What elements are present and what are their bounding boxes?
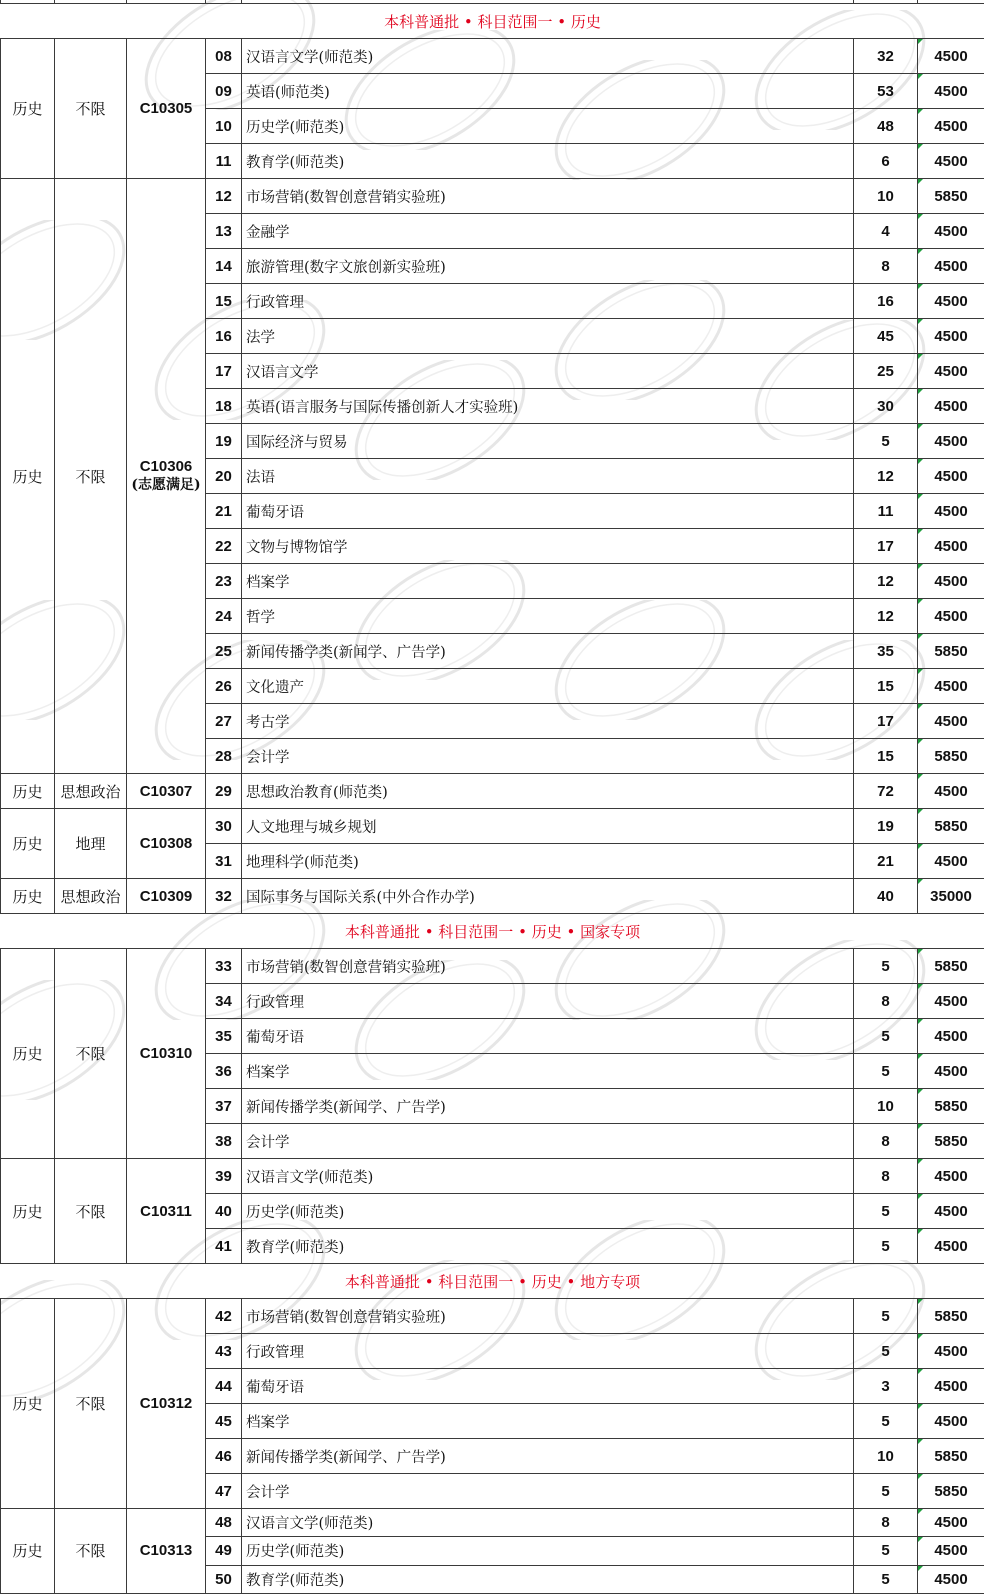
major-name: 行政管理	[242, 284, 854, 319]
major-name: 档案学	[242, 564, 854, 599]
major-number: 45	[206, 1404, 242, 1439]
section-title: 本科普通批 • 科目范围一 • 历史 • 国家专项	[1, 914, 984, 949]
first-subject-cell: 历史	[1, 1159, 55, 1264]
plan-count: 6	[854, 144, 918, 179]
plan-count: 35	[854, 634, 918, 669]
tuition-fee: 5850	[918, 1299, 984, 1334]
elective-subject-cell: 不限	[55, 1159, 127, 1264]
major-name: 档案学	[242, 1054, 854, 1089]
group-code-cell	[127, 179, 206, 774]
plan-count: 5	[854, 424, 918, 459]
tuition-fee: 4500	[918, 1194, 984, 1229]
elective-subject-cell: 思想政治	[55, 774, 127, 809]
major-name: 考古学	[242, 704, 854, 739]
plan-count: 10	[854, 1089, 918, 1124]
plan-count: 8	[854, 984, 918, 1019]
major-number: 35	[206, 1019, 242, 1054]
tuition-fee: 4500	[918, 144, 984, 179]
plan-count: 5	[854, 1299, 918, 1334]
major-number: 28	[206, 739, 242, 774]
group-code: C10312	[140, 1395, 193, 1412]
group-code-cell	[127, 809, 206, 879]
major-number: 44	[206, 1369, 242, 1404]
section-header-row	[1, 4, 984, 39]
major-number: 09	[206, 74, 242, 109]
plan-count: 8	[854, 1509, 918, 1537]
plan-count: 30	[854, 389, 918, 424]
table-row	[1, 1509, 984, 1537]
plan-count: 12	[854, 599, 918, 634]
section-header-row	[1, 1264, 984, 1299]
major-number: 40	[206, 1194, 242, 1229]
major-number: 27	[206, 704, 242, 739]
major-number: 23	[206, 564, 242, 599]
tuition-fee: 4500	[918, 1404, 984, 1439]
plan-count: 15	[854, 739, 918, 774]
table-row	[1, 39, 984, 74]
group-code-cell	[127, 1159, 206, 1264]
tuition-fee: 4500	[918, 284, 984, 319]
tuition-fee: 4500	[918, 1509, 984, 1537]
group-code: C10307	[140, 783, 193, 800]
major-name: 英语(师范类)	[242, 74, 854, 109]
tuition-fee: 4500	[918, 249, 984, 284]
major-name: 会计学	[242, 1474, 854, 1509]
plan-count: 15	[854, 669, 918, 704]
plan-count: 5	[854, 1194, 918, 1229]
major-number: 16	[206, 319, 242, 354]
group-code: C10311	[140, 1203, 192, 1220]
tuition-fee: 5850	[918, 1474, 984, 1509]
group-code: C10306	[140, 458, 193, 475]
first-subject-cell: 历史	[1, 879, 55, 914]
tuition-fee: 4500	[918, 1334, 984, 1369]
tuition-fee: 5850	[918, 1124, 984, 1159]
tuition-fee: 4500	[918, 1565, 984, 1593]
group-code-cell	[127, 879, 206, 914]
plan-count: 21	[854, 844, 918, 879]
plan-count: 53	[854, 74, 918, 109]
major-name: 汉语言文学	[242, 354, 854, 389]
tuition-fee: 4500	[918, 1019, 984, 1054]
group-code: C10308	[140, 835, 193, 852]
group-code-cell	[127, 1299, 206, 1509]
group-code-cell	[127, 949, 206, 1159]
major-number: 18	[206, 389, 242, 424]
major-name: 英语(语言服务与国际传播创新人才实验班)	[242, 389, 854, 424]
major-name: 汉语言文学(师范类)	[242, 1509, 854, 1537]
tuition-fee: 4500	[918, 1369, 984, 1404]
tuition-fee: 4500	[918, 459, 984, 494]
tuition-fee: 5850	[918, 1089, 984, 1124]
major-number: 34	[206, 984, 242, 1019]
major-number: 30	[206, 809, 242, 844]
major-number: 25	[206, 634, 242, 669]
major-number: 33	[206, 949, 242, 984]
tuition-fee: 5850	[918, 179, 984, 214]
tuition-fee: 4500	[918, 424, 984, 459]
plan-count: 25	[854, 354, 918, 389]
plan-count: 10	[854, 1439, 918, 1474]
major-name: 法语	[242, 459, 854, 494]
plan-count: 5	[854, 1334, 918, 1369]
major-name: 市场营销(数智创意营销实验班)	[242, 1299, 854, 1334]
group-code-note: (志愿满足)	[127, 476, 205, 495]
tuition-fee: 4500	[918, 984, 984, 1019]
table-row	[1, 1159, 984, 1194]
major-number: 08	[206, 39, 242, 74]
plan-count: 4	[854, 214, 918, 249]
tuition-fee: 4500	[918, 354, 984, 389]
first-subject-cell: 历史	[1, 774, 55, 809]
first-subject-cell: 历史	[1, 949, 55, 1159]
elective-subject-cell: 地理	[55, 809, 127, 879]
major-name: 葡萄牙语	[242, 1369, 854, 1404]
plan-count: 5	[854, 1229, 918, 1264]
major-number: 50	[206, 1565, 242, 1593]
tuition-fee: 5850	[918, 1439, 984, 1474]
plan-count: 12	[854, 564, 918, 599]
major-number: 43	[206, 1334, 242, 1369]
major-number: 47	[206, 1474, 242, 1509]
major-number: 46	[206, 1439, 242, 1474]
elective-subject-cell: 不限	[55, 949, 127, 1159]
major-name: 金融学	[242, 214, 854, 249]
table-row	[1, 949, 984, 984]
plan-count: 5	[854, 1404, 918, 1439]
major-number: 22	[206, 529, 242, 564]
table-row	[1, 879, 984, 914]
plan-count: 8	[854, 249, 918, 284]
major-number: 49	[206, 1537, 242, 1565]
major-number: 20	[206, 459, 242, 494]
major-name: 汉语言文学(师范类)	[242, 1159, 854, 1194]
major-name: 新闻传播学类(新闻学、广告学)	[242, 1439, 854, 1474]
major-name: 文物与博物馆学	[242, 529, 854, 564]
plan-count: 5	[854, 949, 918, 984]
table-row	[1, 1299, 984, 1334]
major-number: 38	[206, 1124, 242, 1159]
group-code: C10313	[140, 1542, 193, 1559]
first-subject-cell: 历史	[1, 39, 55, 179]
tuition-fee: 4500	[918, 39, 984, 74]
tuition-fee: 4500	[918, 844, 984, 879]
major-name: 国际经济与贸易	[242, 424, 854, 459]
major-name: 档案学	[242, 1404, 854, 1439]
section-title: 本科普通批 • 科目范围一 • 历史	[1, 4, 984, 39]
major-name: 行政管理	[242, 1334, 854, 1369]
plan-count: 40	[854, 879, 918, 914]
major-number: 19	[206, 424, 242, 459]
plan-count: 12	[854, 459, 918, 494]
major-name: 会计学	[242, 1124, 854, 1159]
group-code-cell	[127, 1509, 206, 1594]
major-number: 31	[206, 844, 242, 879]
elective-subject-cell: 思想政治	[55, 879, 127, 914]
plan-count: 19	[854, 809, 918, 844]
tuition-fee: 4500	[918, 669, 984, 704]
tuition-fee: 4500	[918, 319, 984, 354]
plan-count: 45	[854, 319, 918, 354]
elective-subject-cell: 不限	[55, 1299, 127, 1509]
tuition-fee: 5850	[918, 634, 984, 669]
plan-count: 32	[854, 39, 918, 74]
major-number: 26	[206, 669, 242, 704]
major-number: 42	[206, 1299, 242, 1334]
group-code-cell	[127, 774, 206, 809]
tuition-fee: 4500	[918, 1054, 984, 1089]
tuition-fee: 4500	[918, 599, 984, 634]
plan-count: 72	[854, 774, 918, 809]
first-subject-cell: 历史	[1, 179, 55, 774]
major-name: 国际事务与国际关系(中外合作办学)	[242, 879, 854, 914]
tuition-fee: 4500	[918, 1537, 984, 1565]
plan-count: 5	[854, 1537, 918, 1565]
plan-count: 5	[854, 1474, 918, 1509]
first-subject-cell: 历史	[1, 1299, 55, 1509]
major-name: 葡萄牙语	[242, 1019, 854, 1054]
first-subject-cell: 历史	[1, 809, 55, 879]
tuition-fee: 4500	[918, 109, 984, 144]
table-row	[1, 774, 984, 809]
major-name: 新闻传播学类(新闻学、广告学)	[242, 1089, 854, 1124]
major-number: 48	[206, 1509, 242, 1537]
tuition-fee: 4500	[918, 389, 984, 424]
major-number: 15	[206, 284, 242, 319]
major-name: 人文地理与城乡规划	[242, 809, 854, 844]
plan-count: 10	[854, 179, 918, 214]
major-name: 思想政治教育(师范类)	[242, 774, 854, 809]
group-code: C10310	[140, 1045, 193, 1062]
major-number: 41	[206, 1229, 242, 1264]
tuition-fee: 4500	[918, 494, 984, 529]
first-subject-cell: 历史	[1, 1509, 55, 1594]
major-number: 13	[206, 214, 242, 249]
major-number: 21	[206, 494, 242, 529]
major-name: 葡萄牙语	[242, 494, 854, 529]
group-code: C10309	[140, 888, 193, 905]
tuition-fee: 4500	[918, 704, 984, 739]
tuition-fee: 4500	[918, 564, 984, 599]
major-name: 地理科学(师范类)	[242, 844, 854, 879]
tuition-fee: 5850	[918, 809, 984, 844]
plan-count: 5	[854, 1019, 918, 1054]
tuition-fee: 4500	[918, 1229, 984, 1264]
tuition-fee: 4500	[918, 74, 984, 109]
major-name: 教育学(师范类)	[242, 144, 854, 179]
major-name: 历史学(师范类)	[242, 1194, 854, 1229]
plan-count: 5	[854, 1054, 918, 1089]
section-header-row	[1, 914, 984, 949]
major-name: 市场营销(数智创意营销实验班)	[242, 949, 854, 984]
major-number: 12	[206, 179, 242, 214]
major-name: 行政管理	[242, 984, 854, 1019]
tuition-fee: 5850	[918, 949, 984, 984]
major-number: 37	[206, 1089, 242, 1124]
major-name: 哲学	[242, 599, 854, 634]
major-name: 会计学	[242, 739, 854, 774]
plan-count: 3	[854, 1369, 918, 1404]
tuition-fee: 4500	[918, 214, 984, 249]
plan-count: 5	[854, 1565, 918, 1593]
group-code-cell	[127, 39, 206, 179]
table-row	[1, 179, 984, 214]
major-number: 11	[206, 144, 242, 179]
plan-count: 8	[854, 1124, 918, 1159]
elective-subject-cell: 不限	[55, 39, 127, 179]
plan-count: 11	[854, 494, 918, 529]
major-name: 汉语言文学(师范类)	[242, 39, 854, 74]
major-name: 教育学(师范类)	[242, 1229, 854, 1264]
major-number: 10	[206, 109, 242, 144]
plan-count: 17	[854, 529, 918, 564]
major-name: 新闻传播学类(新闻学、广告学)	[242, 634, 854, 669]
tuition-fee: 5850	[918, 739, 984, 774]
major-number: 36	[206, 1054, 242, 1089]
major-name: 历史学(师范类)	[242, 109, 854, 144]
tuition-fee: 35000	[918, 879, 984, 914]
major-number: 14	[206, 249, 242, 284]
major-number: 39	[206, 1159, 242, 1194]
plan-count: 16	[854, 284, 918, 319]
tuition-fee: 4500	[918, 1159, 984, 1194]
plan-count: 8	[854, 1159, 918, 1194]
major-name: 文化遗产	[242, 669, 854, 704]
major-name: 法学	[242, 319, 854, 354]
major-name: 教育学(师范类)	[242, 1565, 854, 1593]
plan-count: 17	[854, 704, 918, 739]
major-name: 历史学(师范类)	[242, 1537, 854, 1565]
major-number: 24	[206, 599, 242, 634]
major-number: 29	[206, 774, 242, 809]
elective-subject-cell: 不限	[55, 1509, 127, 1594]
major-number: 32	[206, 879, 242, 914]
plan-count: 48	[854, 109, 918, 144]
major-name: 旅游管理(数字文旅创新实验班)	[242, 249, 854, 284]
table-row	[1, 809, 984, 844]
tuition-fee: 4500	[918, 774, 984, 809]
group-code: C10305	[140, 100, 193, 117]
section-title: 本科普通批 • 科目范围一 • 历史 • 地方专项	[1, 1264, 984, 1299]
elective-subject-cell: 不限	[55, 179, 127, 774]
tuition-fee: 4500	[918, 529, 984, 564]
major-name: 市场营销(数智创意营销实验班)	[242, 179, 854, 214]
major-number: 17	[206, 354, 242, 389]
